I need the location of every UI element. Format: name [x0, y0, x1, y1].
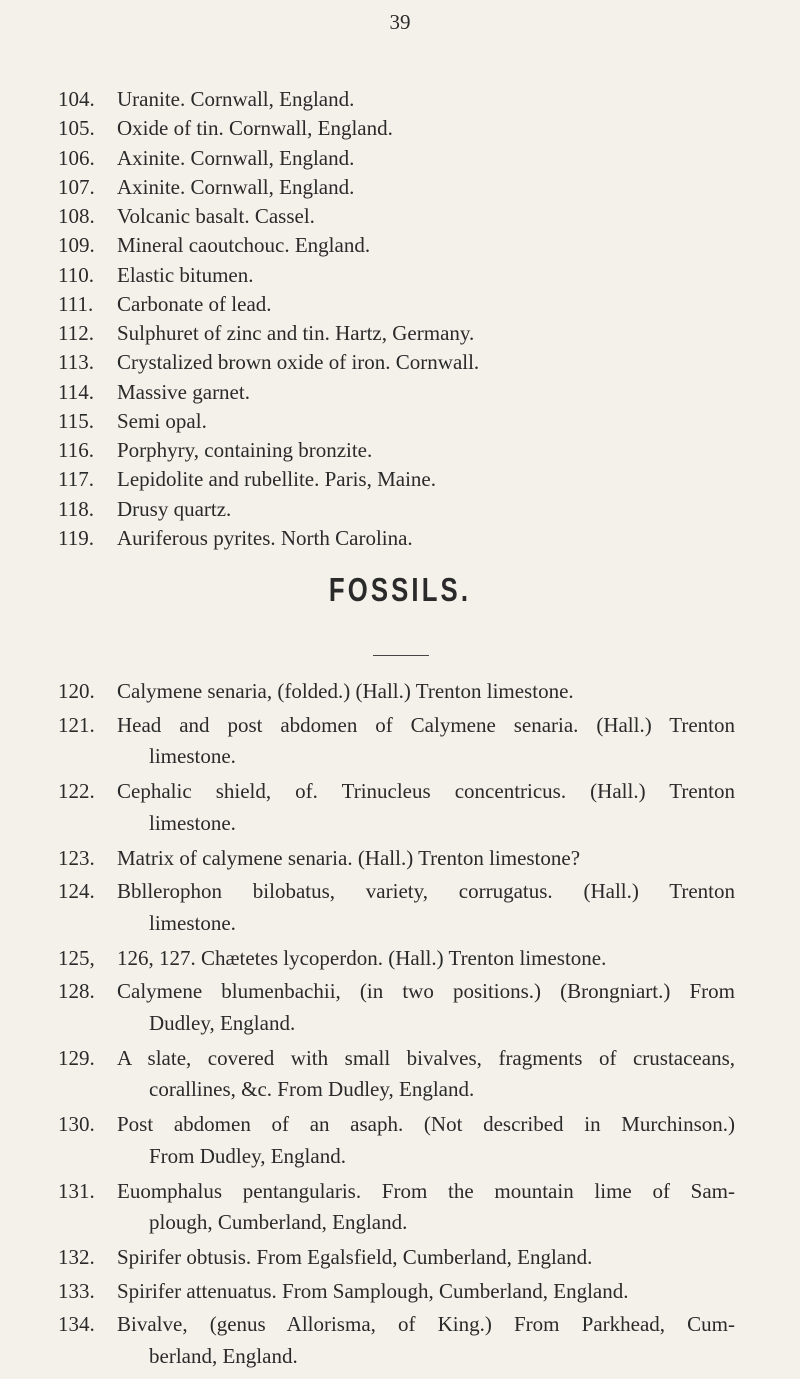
- entry-line: corallines, &c. From Dudley, England.: [149, 1077, 475, 1101]
- entry-line: Sulphuret of zinc and tin. Hartz, Germany.: [117, 321, 475, 345]
- entry-number: 131.: [58, 1178, 95, 1203]
- entry-description: [117, 1309, 735, 1372]
- entry-number: 120.: [58, 679, 95, 703]
- entry-description: [117, 494, 735, 526]
- entry-number: 123.: [58, 845, 95, 870]
- entry-number: 115.: [58, 408, 94, 433]
- entry-description: [117, 435, 735, 467]
- entry-line: Head and post abdomen of Calymene senaria. (Hall.) Trenton: [117, 712, 735, 737]
- entry-number: 122.: [58, 779, 95, 803]
- entry-line: Carbonate of lead.: [117, 291, 272, 316]
- entry-description: [117, 1176, 735, 1239]
- entry-line: Auriferous pyrites. North Carolina.: [117, 525, 413, 550]
- entry-description: [117, 1276, 735, 1308]
- entry-line: Massive garnet.: [117, 379, 250, 404]
- entry-line: Cephalic shield, of. Trinucleus concentricus. (Hall.) Trenton: [117, 779, 735, 803]
- entry-line: limestone.: [149, 744, 236, 768]
- entry-line: Post abdomen of an asaph. (Not described in Murchinson.): [117, 1112, 735, 1136]
- entry-description: [117, 976, 735, 1039]
- entry-description: [117, 113, 735, 145]
- entry-description: [117, 776, 735, 839]
- entry-description: [117, 710, 735, 773]
- entry-number: 110.: [58, 262, 94, 287]
- entry-description: [117, 347, 735, 379]
- entry-line: Oxide of tin. Cornwall, England.: [117, 116, 393, 141]
- entry-line: limestone.: [149, 810, 236, 835]
- entry-number: 107.: [58, 174, 95, 199]
- entry-line: Spirifer obtusis. From Egalsfield, Cumberland, England.: [117, 1245, 593, 1269]
- entry-description: [117, 260, 735, 292]
- entry-number: 124.: [58, 879, 95, 903]
- entry-description: [117, 1043, 735, 1106]
- entry-line: Calymene senaria, (folded.) (Hall.) Trenton limestone.: [117, 679, 574, 703]
- entry-description: [117, 230, 735, 262]
- entry-line: plough, Cumberland, England.: [149, 1210, 408, 1234]
- entry-description: [117, 464, 735, 496]
- entry-line: Semi opal.: [117, 408, 207, 433]
- entry-description: [117, 523, 735, 555]
- entry-description: [117, 143, 735, 175]
- entry-description: [117, 84, 735, 116]
- entry-description: [117, 876, 735, 939]
- entry-line: Bivalve, (genus Allorisma, of King.) From Parkhead, Cum-: [117, 1312, 735, 1336]
- entry-line: Uranite. Cornwall, England.: [117, 87, 355, 111]
- entry-description: [117, 1109, 735, 1172]
- entry-description: [117, 406, 735, 438]
- divider-rule: [373, 655, 429, 656]
- entry-number: 118.: [58, 496, 94, 521]
- entry-description: [117, 843, 735, 875]
- entry-description: [117, 318, 735, 350]
- entry-number: 128.: [58, 979, 95, 1003]
- entry-line: Crystalized brown oxide of iron. Cornwall.: [117, 350, 480, 375]
- entry-number: 129.: [58, 1045, 95, 1070]
- entry-number: 113.: [58, 350, 94, 375]
- entry-number: 114.: [58, 379, 94, 404]
- section-heading: FOSSILS.: [328, 571, 472, 608]
- entry-line: limestone.: [149, 910, 236, 935]
- entry-line: Drusy quartz.: [117, 496, 232, 521]
- entry-number: 130.: [58, 1112, 95, 1136]
- entry-line: Lepidolite and rubellite. Paris, Maine.: [117, 467, 436, 492]
- entry-number: 134.: [58, 1312, 95, 1336]
- entry-description: [117, 676, 735, 708]
- entry-description: [117, 943, 735, 975]
- page-number: 39: [389, 10, 411, 34]
- entry-line: Dudley, England.: [149, 1010, 296, 1035]
- entry-line: Calymene blumenbachii, (in two positions.) (Brongniart.) From: [117, 979, 735, 1003]
- entry-description: [117, 172, 735, 204]
- entry-line: From Dudley, England.: [149, 1143, 346, 1168]
- entry-number: 132.: [58, 1245, 95, 1269]
- entry-line: Mineral caoutchouc. England.: [117, 233, 371, 258]
- entry-number: 117.: [58, 467, 94, 492]
- entry-number: 119.: [58, 525, 94, 550]
- entry-number: 133.: [58, 1278, 95, 1303]
- entry-number: 108.: [58, 204, 95, 228]
- entry-number: 106.: [58, 145, 95, 170]
- entry-description: [117, 377, 735, 409]
- entry-line: Axinite. Cornwall, England.: [117, 145, 355, 170]
- entry-line: Porphyry, containing bronzite.: [117, 438, 373, 462]
- entry-line: Volcanic basalt. Cassel.: [117, 204, 315, 228]
- entry-number: 116.: [58, 438, 94, 462]
- entry-number: 105.: [58, 116, 95, 141]
- entry-number: 109.: [58, 233, 95, 258]
- entry-number: 111.: [58, 291, 94, 316]
- entry-line: 126, 127. Chætetes lycoperdon. (Hall.) Trenton limestone.: [117, 945, 607, 970]
- entry-description: [117, 289, 735, 321]
- entry-number: 125,: [58, 945, 95, 970]
- entry-line: Matrix of calymene senaria. (Hall.) Trenton limestone?: [117, 845, 581, 870]
- entry-number: 104.: [58, 87, 95, 111]
- entry-line: berland, England.: [149, 1343, 298, 1368]
- entry-line: Axinite. Cornwall, England.: [117, 174, 355, 199]
- entry-line: A slate, covered with small bivalves, fragments of crustaceans,: [117, 1045, 735, 1070]
- entry-line: Euomphalus pentangularis. From the mountain lime of Sam-: [117, 1178, 735, 1203]
- entry-number: 121.: [58, 712, 95, 737]
- entry-description: [117, 1242, 735, 1274]
- entry-line: Bbllerophon bilobatus, variety, corrugatus. (Hall.) Trenton: [117, 879, 735, 903]
- entry-line: Elastic bitumen.: [117, 262, 254, 287]
- entry-number: 112.: [58, 321, 94, 345]
- entry-description: [117, 201, 735, 233]
- entry-line: Spirifer attenuatus. From Samplough, Cumberland, England.: [117, 1278, 629, 1303]
